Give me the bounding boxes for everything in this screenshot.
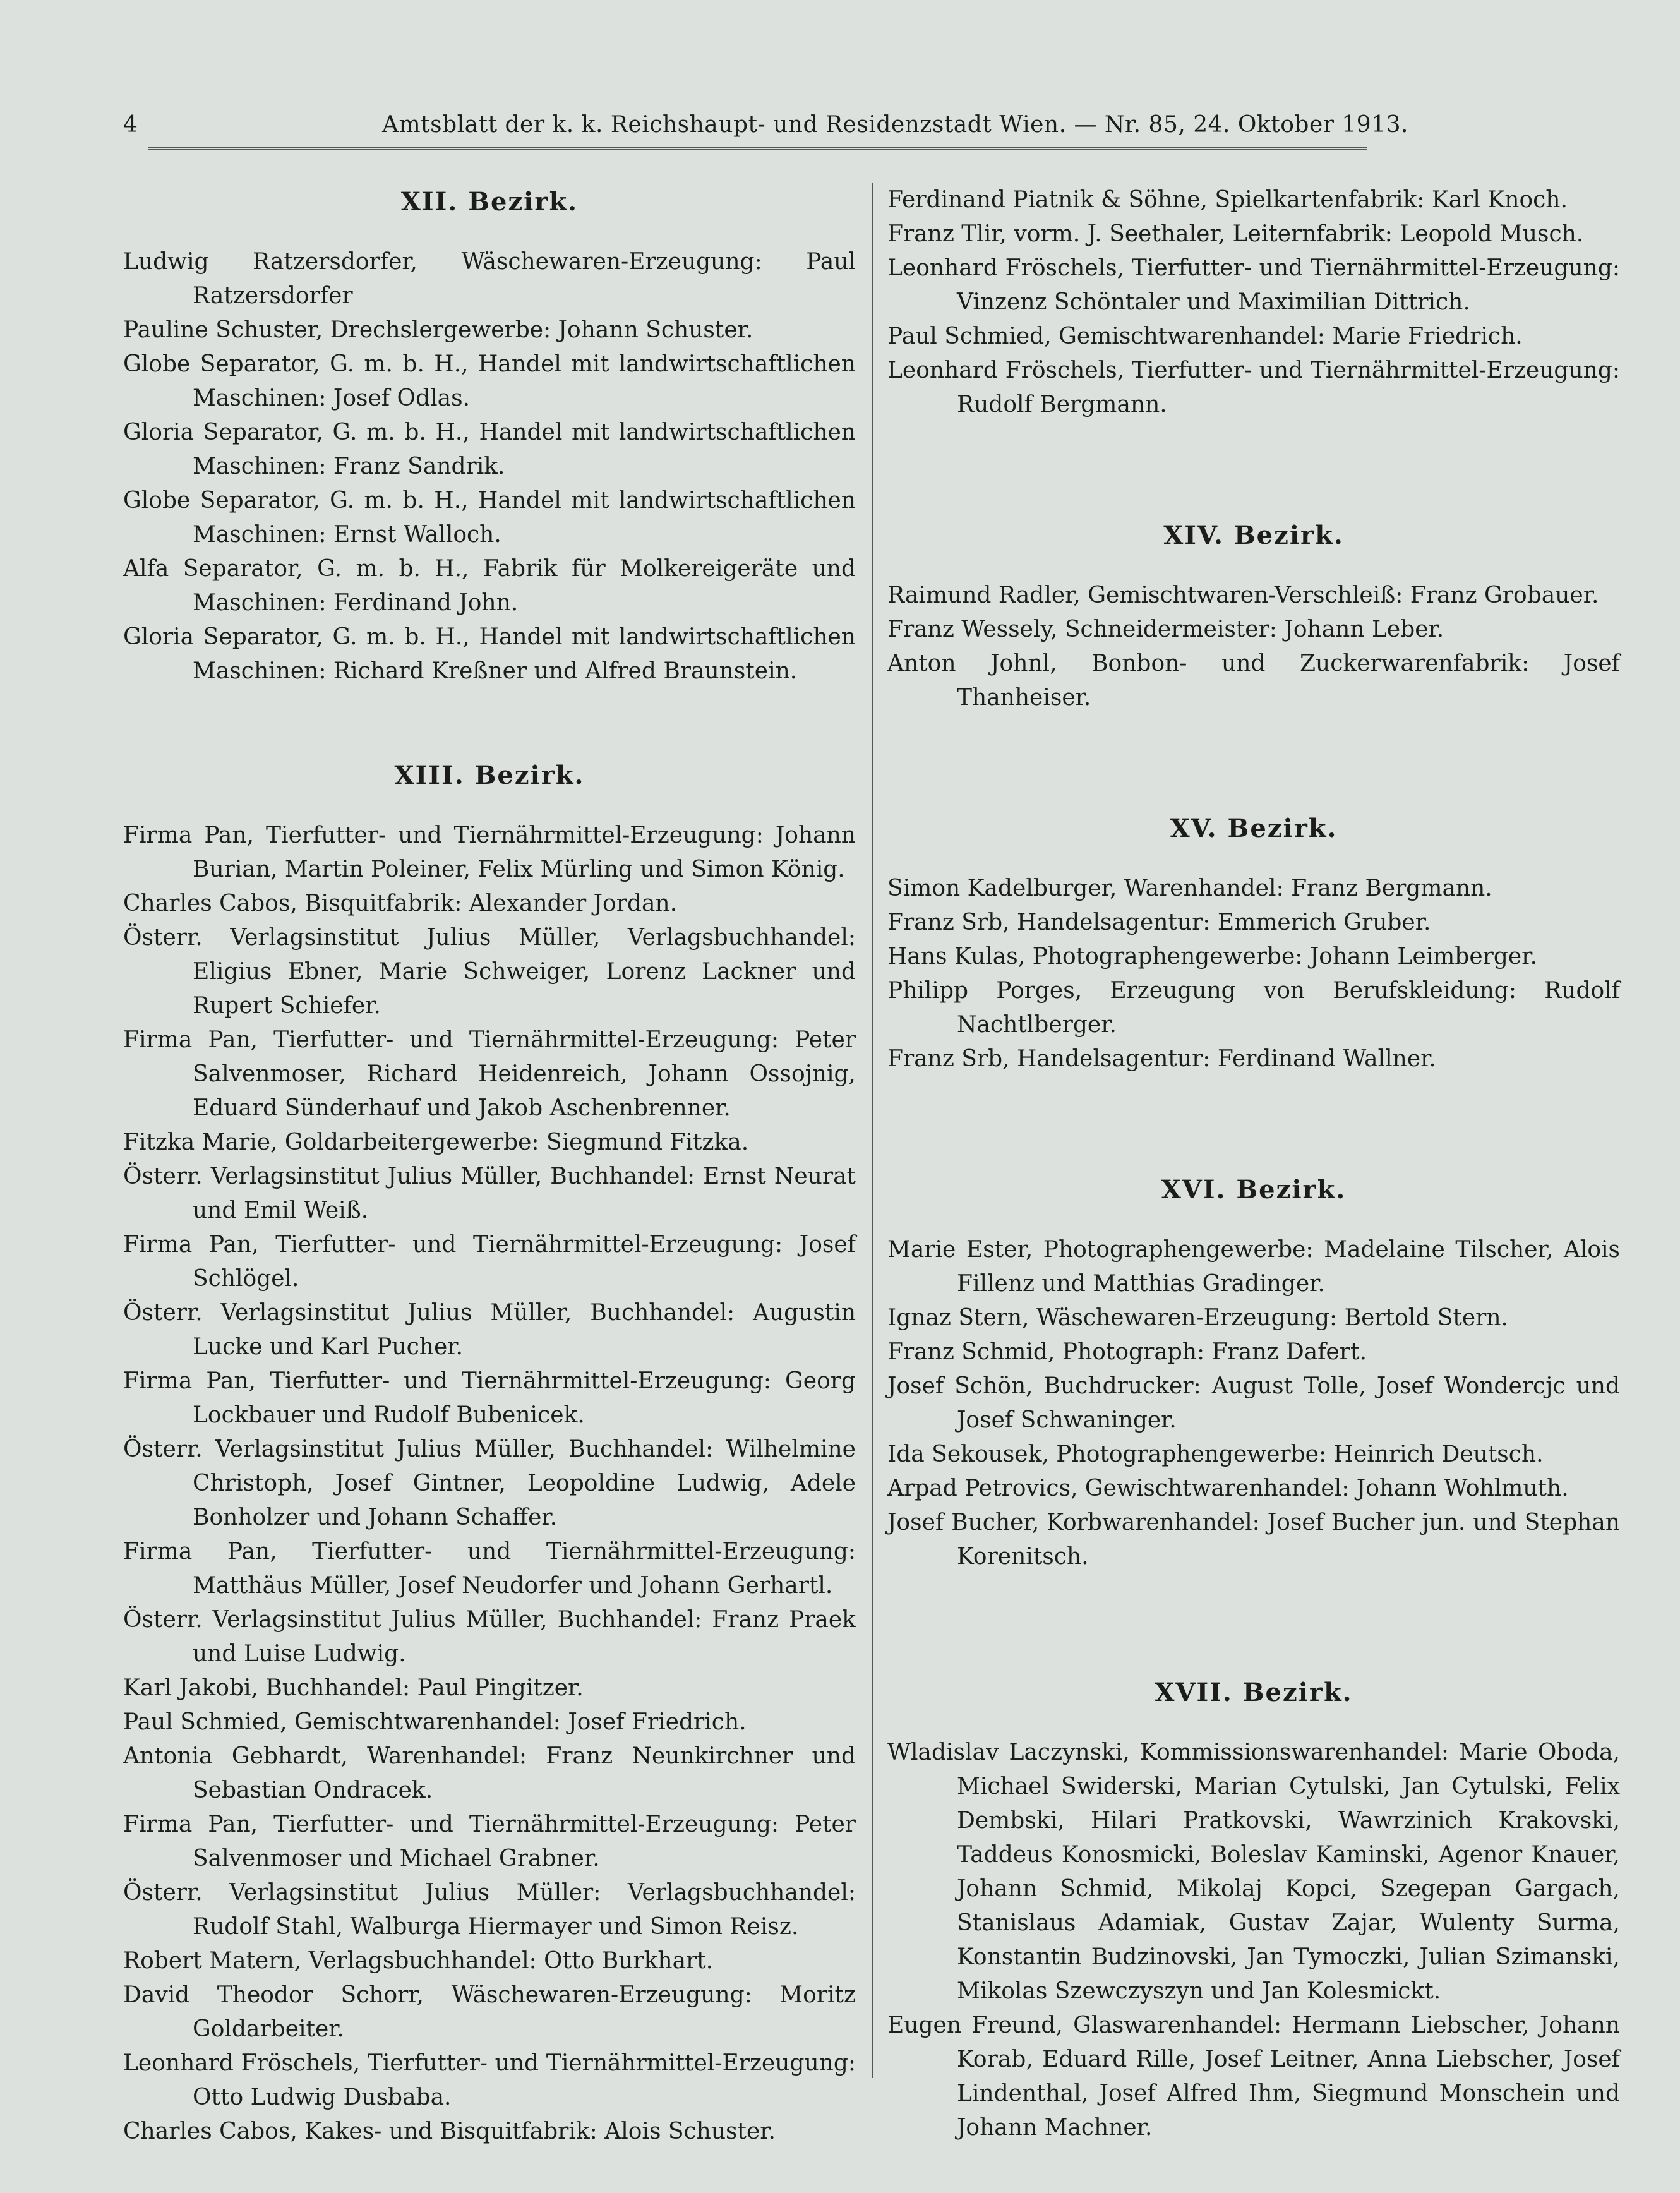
column-divider [872, 183, 873, 2078]
entry: Österr. Verlagsinstitut Julius Müller, Buchhandel: Franz Praek und Luise Ludwig. [123, 1607, 856, 1667]
right-column [887, 183, 1620, 2145]
section-heading-xvii: XVII. Bezirk. [1155, 1678, 1353, 1707]
section-heading-xii: XII. Bezirk. [400, 187, 579, 217]
entry: Franz Srb, Handelsagentur: Ferdinand Wallner. [887, 1046, 1436, 1072]
entry: Philipp Porges, Erzeugung von Berufskleidung: Rudolf Nachtlberger. [887, 978, 1620, 1038]
entry: Österr. Verlagsinstitut Julius Müller: Verlagsbuchhandel: Rudolf Stahl, Walburga Hiermayer und Simon Reisz. [123, 1880, 856, 1940]
entry: Leonhard Fröschels, Tierfutter- und Tiernährmittel-Erzeugung: Vinzenz Schöntaler und Maximilian Dittrich. [887, 255, 1620, 315]
section-spacer [123, 688, 856, 757]
entry: Globe Separator, G. m. b. H., Handel mit landwirtschaftlichen Maschinen: Ernst Walloch. [123, 488, 856, 548]
entry: Leonhard Fröschels, Tierfutter- und Tiernährmittel-Erzeugung: Rudolf Bergmann. [887, 357, 1620, 418]
entry: Anton Johnl, Bonbon- und Zuckerwarenfabrik: Josef Thanheiser. [887, 651, 1620, 711]
section-heading-xiv: XIV. Bezirk. [1163, 520, 1344, 550]
entry: Firma Pan, Tierfutter- und Tiernährmittel-Erzeugung: Matthäus Müller, Josef Neudorfer und Johann Gerhartl. [123, 1539, 856, 1599]
entry: David Theodor Schorr, Wäschewaren-Erzeugung: Moritz Goldarbeiter. [123, 1982, 856, 2042]
entry: Eugen Freund, Glaswarenhandel: Hermann Liebscher, Johann Korab, Eduard Rille, Josef Leitner, Anna Liebscher, Josef Lindenthal, Josef Alfred Ihm, Siegmund Monschein und Johann Machner. [887, 2012, 1620, 2141]
entry: Karl Jakobi, Buchhandel: Paul Pingitzer. [123, 1675, 584, 1701]
entry: Österr. Verlagsinstitut Julius Müller, Verlagsbuchhandel: Eligius Ebner, Marie Schweiger, Lorenz Lackner und Rupert Schiefer. [123, 925, 856, 1019]
entry: Paul Schmied, Gemischtwarenhandel: Josef Friedrich. [123, 1709, 747, 1735]
entry: Österr. Verlagsinstitut Julius Müller, Buchhandel: Augustin Lucke und Karl Pucher. [123, 1300, 856, 1360]
entry: Franz Tlir, vorm. J. Seethaler, Leiternfabrik: Leopold Musch. [887, 221, 1584, 247]
entry: Wladislav Laczynski, Kommissionswarenhandel: Marie Oboda, Michael Swiderski, Marian Cytulski, Jan Cytulski, Felix Dembski, Hilari Pratkovski, Wawrzinich Krakovski, Taddeus Konosmicki, Boleslav Kaminski, Agenor Knauer, Johann Schmid, Mikolaj Kopci, Szegepan Gargach, Stanislaus Adamiak, Gustav Zajar, Wulenty Surma, Konstantin Budzinovski, Jan Tymoczki, Julian Szimanski, Mikolas Szewczyszyn und Jan Kolesmickt. [887, 1739, 1620, 2004]
entry: Österr. Verlagsinstitut Julius Müller, Buchhandel: Wilhelmine Christoph, Josef Gintner, Leopoldine Ludwig, Adele Bonholzer und Johann Schaffer. [123, 1436, 856, 1530]
entry: Österr. Verlagsinstitut Julius Müller, Buchhandel: Ernst Neurat und Emil Weiß. [123, 1163, 856, 1223]
entry: Paul Schmied, Gemischtwarenhandel: Marie Friedrich. [887, 323, 1523, 349]
entry: Pauline Schuster, Drechslergewerbe: Johann Schuster. [123, 317, 753, 343]
entry: Ferdinand Piatnik & Söhne, Spielkartenfabrik: Karl Knoch. [887, 187, 1568, 213]
entry: Globe Separator, G. m. b. H., Handel mit landwirtschaftlichen Maschinen: Josef Odlas. [123, 351, 856, 411]
entry: Ida Sekousek, Photographengewerbe: Heinrich Deutsch. [887, 1441, 1544, 1467]
entry: Firma Pan, Tierfutter- und Tiernährmittel-Erzeugung: Johann Burian, Martin Poleiner, Felix Mürling und Simon König. [123, 822, 856, 882]
entry: Franz Schmid, Photograph: Franz Dafert. [887, 1339, 1367, 1365]
entry: Raimund Radler, Gemischtwaren-Verschleiß: Franz Grobauer. [887, 582, 1599, 608]
entry: Ludwig Ratzersdorfer, Wäschewaren-Erzeugung: Paul Ratzersdorfer [123, 249, 856, 309]
left-column [123, 183, 856, 2149]
entry: Firma Pan, Tierfutter- und Tiernährmittel-Erzeugung: Peter Salvenmoser, Richard Heidenreich, Johann Ossojnig, Eduard Sünderhauf und Jakob Aschenbrenner. [123, 1027, 856, 1121]
entry: Josef Bucher, Korbwarenhandel: Josef Bucher jun. und Stephan Korenitsch. [887, 1510, 1620, 1570]
entry: Firma Pan, Tierfutter- und Tiernährmittel-Erzeugung: Peter Salvenmoser und Michael Grabner. [123, 1811, 856, 1872]
entry: Fitzka Marie, Goldarbeitergewerbe: Siegmund Fitzka. [123, 1129, 749, 1155]
entry: Charles Cabos, Bisquitfabrik: Alexander Jordan. [123, 891, 678, 916]
entry: Alfa Separator, G. m. b. H., Fabrik für Molkereigeräte und Maschinen: Ferdinand John. [123, 556, 856, 616]
entry: Gloria Separator, G. m. b. H., Handel mit landwirtschaftlichen Maschinen: Franz Sandrik. [123, 419, 856, 479]
entry: Franz Wessely, Schneidermeister: Johann Leber. [887, 616, 1444, 642]
section-spacer [887, 1076, 1620, 1171]
entry: Ignaz Stern, Wäschewaren-Erzeugung: Bertold Stern. [887, 1305, 1509, 1331]
section-spacer [887, 422, 1620, 517]
section-heading-xv: XV. Bezirk. [1170, 814, 1338, 843]
entry: Hans Kulas, Photographengewerbe: Johann Leimberger. [887, 944, 1537, 970]
section-heading-xvi: XVI. Bezirk. [1161, 1175, 1347, 1205]
entry: Simon Kadelburger, Warenhandel: Franz Bergmann. [887, 875, 1492, 901]
running-head: Amtsblatt der k. k. Reichshaupt- und Residenzstadt Wien. — Nr. 85, 24. Oktober 1913. [382, 112, 1408, 138]
section-heading-xiii: XIII. Bezirk. [394, 760, 585, 790]
entry: Arpad Petrovics, Gewischtwarenhandel: Johann Wohlmuth. [887, 1475, 1569, 1501]
entry: Marie Ester, Photographengewerbe: Madelaine Tilscher, Alois Fillenz und Matthias Gradinger. [887, 1237, 1620, 1297]
section-spacer [887, 1574, 1620, 1674]
entry: Gloria Separator, G. m. b. H., Handel mit landwirtschaftlichen Maschinen: Richard Kreßner und Alfred Braunstein. [123, 624, 856, 684]
section-spacer [887, 715, 1620, 810]
entry: Leonhard Fröschels, Tierfutter- und Tiernährmittel-Erzeugung: Otto Ludwig Dusbaba. [123, 2050, 856, 2110]
header-rule [148, 147, 1367, 150]
entry: Charles Cabos, Kakes- und Bisquitfabrik: Alois Schuster. [123, 2118, 776, 2144]
entry: Robert Matern, Verlagsbuchhandel: Otto Burkhart. [123, 1948, 714, 1974]
entry: Josef Schön, Buchdrucker: August Tolle, Josef Wondercjc und Josef Schwaninger. [887, 1373, 1620, 1433]
page-header [120, 106, 1592, 144]
page-number: 4 [123, 112, 138, 138]
entry: Antonia Gebhardt, Warenhandel: Franz Neunkirchner und Sebastian Ondracek. [123, 1743, 856, 1803]
entry: Firma Pan, Tierfutter- und Tiernährmittel-Erzeugung: Georg Lockbauer und Rudolf Bubenicek. [123, 1368, 856, 1428]
entry: Franz Srb, Handelsagentur: Emmerich Gruber. [887, 910, 1431, 935]
entry: Firma Pan, Tierfutter- und Tiernährmittel-Erzeugung: Josef Schlögel. [123, 1232, 856, 1292]
